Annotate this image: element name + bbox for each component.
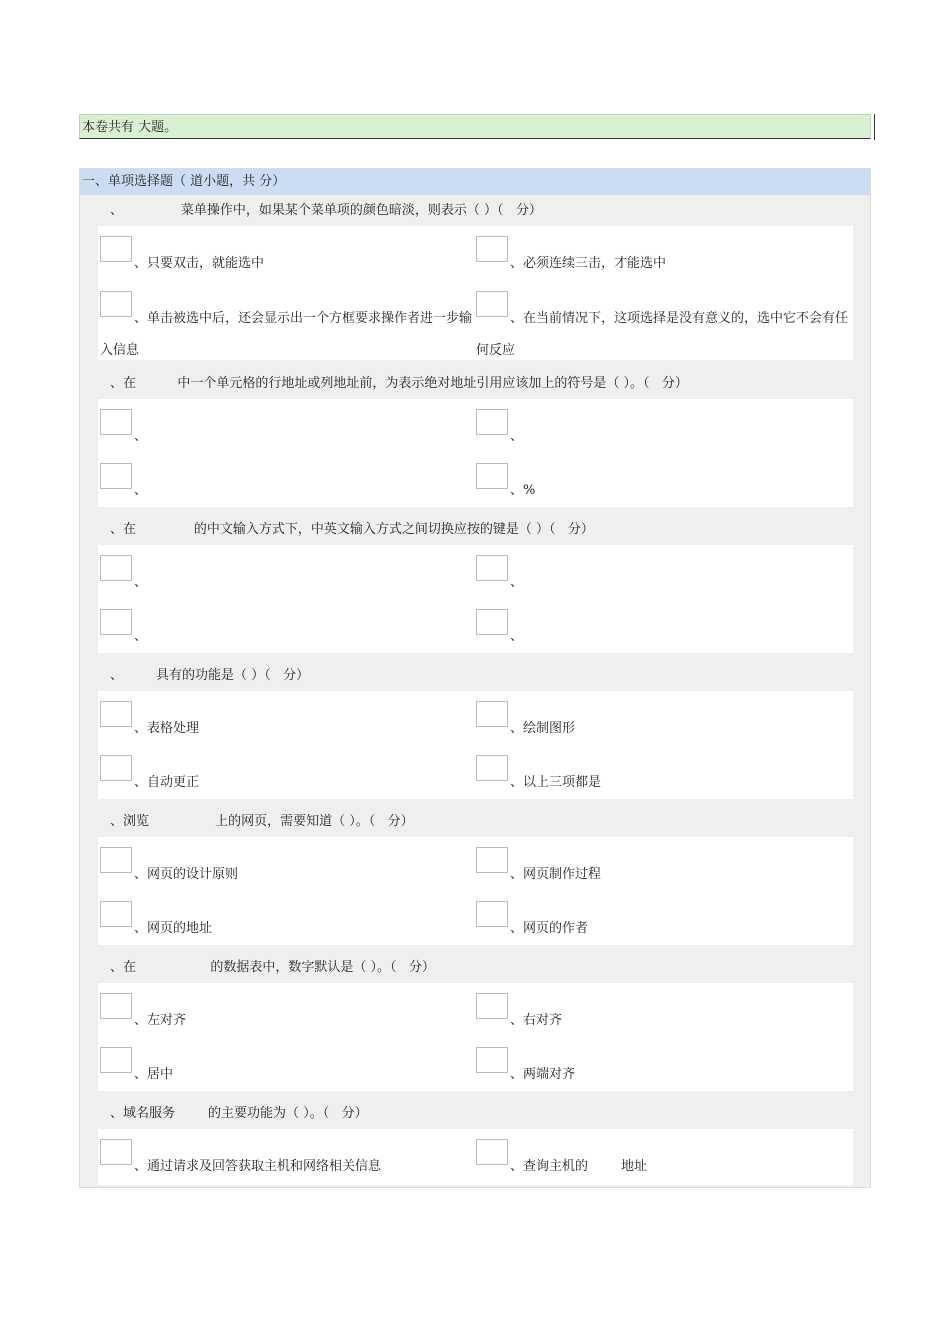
question-options [98,837,853,945]
option-c[interactable] [98,891,474,945]
option-label: 、以上三项都是 [510,775,602,790]
question-7 [98,1099,853,1185]
option-checkbox[interactable] [100,755,132,781]
option-d[interactable] [474,745,850,799]
option-label: 、% [510,483,536,498]
option-checkbox[interactable] [476,701,508,727]
option-b[interactable] [474,691,850,745]
option-checkbox[interactable] [476,236,508,262]
question-options [98,399,853,507]
option-d[interactable] [474,453,850,507]
option-b[interactable] [474,1129,850,1183]
option-checkbox[interactable] [100,1139,132,1165]
option-d[interactable] [474,1037,850,1091]
option-checkbox[interactable] [476,901,508,927]
option-checkbox[interactable] [100,609,132,635]
question-1 [98,196,853,360]
option-b[interactable] [474,837,850,891]
option-label: 、居中 [134,1067,174,1082]
option-label: 、网页的设计原则 [134,867,239,882]
option-label: 、绘制图形 [510,721,576,736]
option-checkbox[interactable] [476,1047,508,1073]
option-label: 、 [510,629,524,644]
option-b[interactable] [474,545,850,599]
option-label: 、 [134,629,148,644]
summary-edge-divider [874,114,875,140]
option-checkbox[interactable] [100,847,132,873]
question-2 [98,369,853,507]
option-checkbox[interactable] [100,1047,132,1073]
option-c[interactable] [98,1037,474,1091]
question-title: 、 菜单操作中，如果某个菜单项的颜色暗淡，则表示（ ）（ 分） [110,203,542,218]
question-title: 、在 中一个单元格的行地址或列地址前，为表示绝对地址引用应该加上的符号是（ ）。（ 分） [110,376,688,391]
question-options [98,983,853,1091]
option-b[interactable] [474,226,850,280]
question-6 [98,953,853,1091]
question-title: 、浏览 上的网页，需要知道（ ）。（ 分） [110,814,414,829]
option-checkbox[interactable] [476,847,508,873]
option-label: 、表格处理 [134,721,200,736]
option-d[interactable] [474,281,850,360]
option-checkbox[interactable] [476,609,508,635]
option-a[interactable] [98,691,474,745]
section-single-choice [79,168,871,1188]
question-options [98,691,853,799]
section-title: 一、单项选择题（ 道小题，共 分） [82,174,286,189]
option-a[interactable] [98,399,474,453]
question-title: 、在 的数据表中，数字默认是（ ）。（ 分） [110,960,435,975]
option-label: 、右对齐 [510,1013,563,1028]
option-label: 、网页制作过程 [510,867,602,882]
option-checkbox[interactable] [476,409,508,435]
option-c[interactable] [98,745,474,799]
option-label: 、单击被选中后，还会显示出一个方框要求操作者进一步输入信息 [100,311,473,358]
paper-summary-text: 本卷共有 大题。 [82,120,178,135]
option-label: 、 [134,575,148,590]
option-c[interactable] [98,453,474,507]
option-checkbox[interactable] [100,701,132,727]
option-c[interactable] [98,281,474,360]
option-label: 、查询主机的 地址 [510,1159,648,1174]
option-a[interactable] [98,1129,474,1183]
question-options [98,226,853,360]
option-checkbox[interactable] [100,463,132,489]
option-checkbox[interactable] [100,236,132,262]
option-label: 、网页的地址 [134,921,213,936]
section-header [80,169,870,195]
option-a[interactable] [98,837,474,891]
option-a[interactable] [98,545,474,599]
option-label: 、必须连续三击，才能选中 [510,256,667,271]
option-label: 、两端对齐 [510,1067,576,1082]
option-checkbox[interactable] [476,755,508,781]
option-label: 、 [134,483,148,498]
option-label: 、网页的作者 [510,921,589,936]
option-b[interactable] [474,399,850,453]
question-title: 、域名服务 的主要功能为（ ）。（ 分） [110,1106,368,1121]
question-options [98,1129,853,1185]
question-3 [98,515,853,653]
option-d[interactable] [474,599,850,653]
option-label: 、 [510,429,524,444]
option-label: 、左对齐 [134,1013,187,1028]
option-checkbox[interactable] [100,901,132,927]
option-label: 、在当前情况下，这项选择是没有意义的，选中它不会有任何反应 [476,311,849,358]
question-title: 、在 的中文输入方式下，中英文输入方式之间切换应按的键是（ ）（ 分） [110,522,594,537]
option-checkbox[interactable] [476,555,508,581]
option-checkbox[interactable] [476,993,508,1019]
question-options [98,545,853,653]
paper-summary-bar [79,114,871,139]
option-checkbox[interactable] [476,1139,508,1165]
option-a[interactable] [98,983,474,1037]
option-label: 、 [134,429,148,444]
option-checkbox[interactable] [100,993,132,1019]
option-b[interactable] [474,983,850,1037]
question-4 [98,661,853,799]
option-label: 、通过请求及回答获取主机和网络相关信息 [134,1159,382,1174]
option-checkbox[interactable] [100,555,132,581]
option-label: 、只要双击，就能选中 [134,256,265,271]
option-c[interactable] [98,599,474,653]
option-label: 、 [510,575,524,590]
option-checkbox[interactable] [476,463,508,489]
option-checkbox[interactable] [100,409,132,435]
question-5 [98,807,853,945]
question-title: 、 具有的功能是（ ）（ 分） [110,668,310,683]
option-a[interactable] [98,226,474,280]
option-d[interactable] [474,891,850,945]
option-label: 、自动更正 [134,775,200,790]
